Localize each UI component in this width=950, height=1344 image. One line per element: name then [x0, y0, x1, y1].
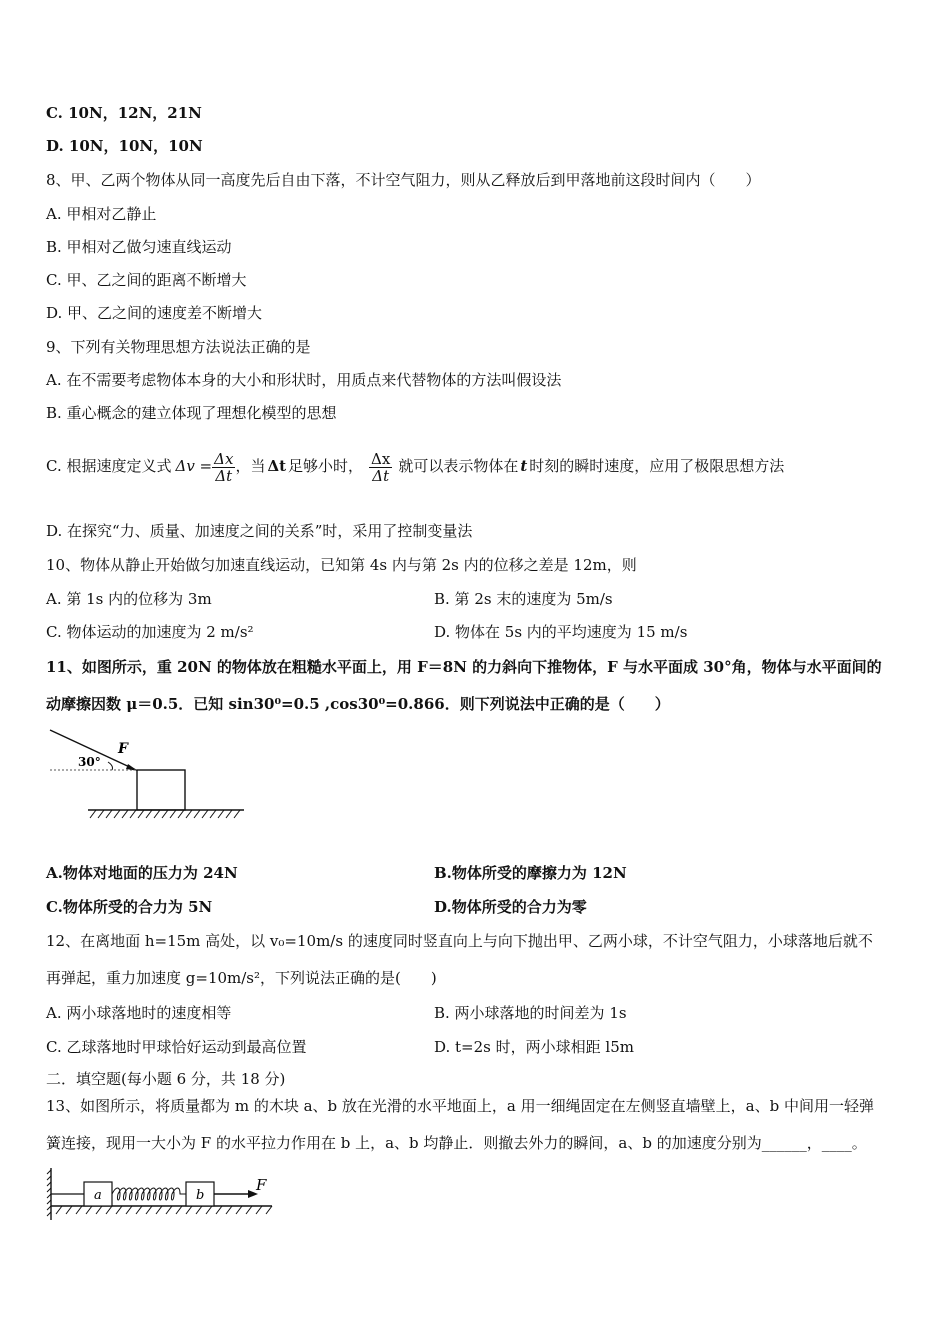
q9-option-d: D. 在探究“力、质量、加速度之间的关系”时，采用了控制变量法: [46, 522, 473, 540]
fraction-numerator: Δx: [371, 449, 391, 468]
fraction-numerator: Δx: [214, 449, 234, 468]
q10-option-a: A. 第 1s 内的位移为 3m: [46, 590, 212, 608]
fraction-denominator: Δt: [372, 466, 390, 485]
q9-option-c: [46, 448, 784, 484]
q12-option-b: B. 两小球落地的时间差为 1s: [434, 1004, 627, 1022]
q12-option-c: C. 乙球落地时甲球恰好运动到最高位置: [46, 1038, 307, 1056]
q9-text-tail: 时刻的瞬时速度，应用了极限思想方法: [529, 457, 785, 475]
q9-velocity-def: Δv =: [175, 457, 213, 475]
q8-stem: 8、甲、乙两个物体从同一高度先后自由下落，不计空气阻力，则从乙释放后到甲落地前这段时间内（ ）: [46, 171, 761, 189]
q10-option-d: D. 物体在 5s 内的平均速度为 15 m/s: [434, 623, 688, 641]
angle-label: 30°: [78, 755, 101, 769]
q9-option-c-prefix: C. 根据速度定义式: [46, 457, 172, 475]
q9-delta-t: Δt: [267, 457, 287, 475]
q11-option-b: B.物体所受的摩擦力为 12N: [434, 864, 627, 882]
q8-option-c: C. 甲、乙之间的距离不断增大: [46, 271, 247, 289]
q8-option-a: A. 甲相对乙静止: [46, 205, 157, 223]
angle-arc: [108, 762, 113, 770]
q13-stem-line1: 13、如图所示，将质量都为 m 的木块 a、b 放在光滑的水平地面上，a 用一细绳固定在左侧竖直墙壁上，a、b 中间用一轻弹: [46, 1097, 874, 1115]
q9-text-small: 足够小时，: [288, 457, 364, 475]
q11-option-c: C.物体所受的合力为 5N: [46, 898, 213, 916]
q10-option-b: B. 第 2s 末的速度为 5m/s: [434, 590, 613, 608]
q12-stem-line1: 12、在离地面 h=15m 高处，以 v₀=10m/s 的速度同时竖直向上与向下抛出甲、乙两小球，不计空气阻力，小球落地后就不: [46, 932, 873, 950]
q12-option-a: A. 两小球落地时的速度相等: [46, 1004, 232, 1022]
q11-option-d: D.物体所受的合力为零: [434, 898, 587, 916]
q11-figure: [48, 724, 248, 828]
q10-stem: 10、物体从静止开始做匀加速直线运动，已知第 4s 内与第 2s 内的位移之差是 12m，则: [46, 556, 637, 574]
q13-stem-line2: 簧连接，现用一大小为 F 的水平拉力作用在 b 上，a、b 均静止．则撤去外力的瞬间，a、b 的加速度分别为______，____。: [46, 1134, 867, 1152]
q11-stem-line1: 11、如图所示，重 20N 的物体放在粗糙水平面上，用 F＝8N 的力斜向下推物体，F 与水平面成 30°角，物体与水平面间的: [46, 658, 882, 676]
q9-option-a: A. 在不需要考虑物体本身的大小和形状时，用质点来代替物体的方法叫假设法: [46, 371, 562, 389]
q9-text-when: ，当: [235, 457, 266, 475]
q9-option-b: B. 重心概念的建立体现了理想化模型的思想: [46, 404, 337, 422]
q9-text-represent: 就可以表示物体在: [398, 457, 519, 475]
fraction-denominator: Δt: [215, 466, 233, 485]
spring: [112, 1188, 186, 1200]
q11-option-a: A.物体对地面的压力为 24N: [46, 864, 238, 882]
q13-figure: [46, 1166, 278, 1228]
q8-option-d: D. 甲、乙之间的速度差不断增大: [46, 304, 263, 322]
force-label: F: [118, 741, 128, 757]
q11-stem-line2: 动摩擦因数 μ＝0.5．已知 sin30⁰=0.5 ,cos30⁰=0.866．则下列说法中正确的是（ ）: [46, 695, 670, 713]
section-title: 二．填空题(每小题 6 分，共 18 分): [46, 1070, 286, 1088]
q7-option-c: C. 10N，12N，21N: [46, 104, 202, 122]
floor-hatching: [56, 1206, 272, 1214]
q12-option-d: D. t=2s 时，两小球相距 l5m: [434, 1038, 634, 1056]
q8-option-b: B. 甲相对乙做匀速直线运动: [46, 238, 232, 256]
q9-stem: 9、下列有关物理思想方法说法正确的是: [46, 338, 311, 356]
pull-force-label: F: [256, 1176, 267, 1194]
q12-stem-line2: 再弹起，重力加速度 g=10m/s²，下列说法正确的是( ): [46, 969, 437, 987]
q9-fraction-2: [369, 451, 392, 484]
q7-option-d: D. 10N，10N，10N: [46, 137, 203, 155]
ground-hatching: [90, 810, 240, 818]
block: [137, 770, 185, 810]
block-b-label: b: [196, 1188, 205, 1203]
q9-time-t: t: [520, 457, 528, 475]
q9-fraction-1: [212, 451, 235, 484]
block-a-label: a: [94, 1188, 102, 1203]
q10-option-c: C. 物体运动的加速度为 2 m/s²: [46, 623, 254, 641]
